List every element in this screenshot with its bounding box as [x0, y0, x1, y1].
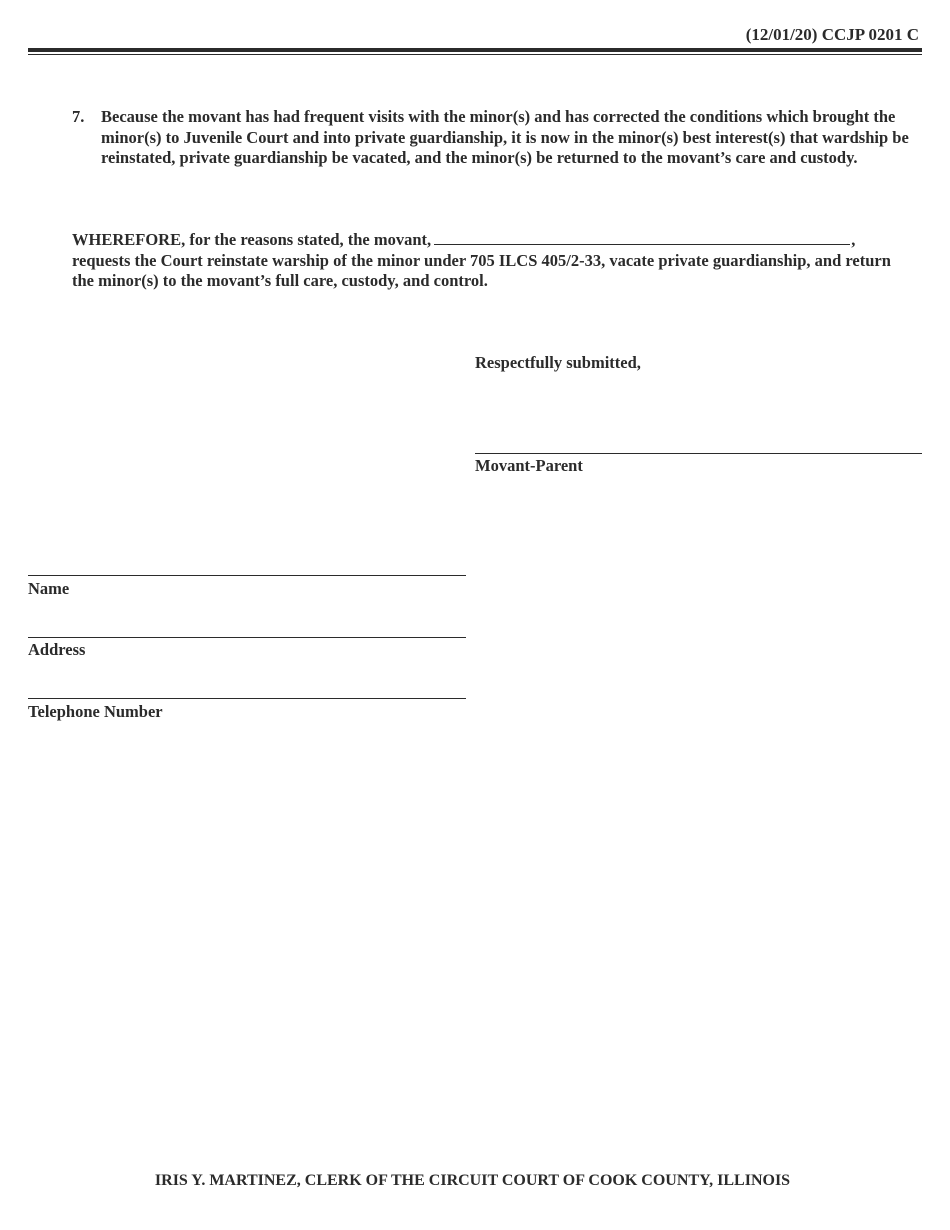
header-rule-thick	[28, 48, 922, 52]
paragraph-7	[72, 107, 922, 169]
address-line[interactable]	[28, 637, 466, 638]
form-id: (12/01/20) CCJP 0201 C	[745, 25, 919, 44]
wherefore-comma: ,	[851, 230, 856, 249]
telephone-label: Telephone Number	[28, 702, 163, 721]
signature-label: Movant-Parent	[475, 456, 583, 475]
paragraph-text: Because the movant has had frequent visits with the minor(s) and has corrected the conditions which brought the minor(s) to Juvenile Court and into private guardianship, it is now in the minor(s) best interest(s) that wardship be reinstated, private guardianship be vacated, and the minor(s) be returned to the movant’s care and custody.	[101, 107, 909, 167]
telephone-line[interactable]	[28, 698, 466, 699]
clerk-footer: IRIS Y. MARTINEZ, CLERK OF THE CIRCUIT COURT OF COOK COUNTY, ILLINOIS	[154, 1172, 791, 1189]
name-label: Name	[28, 579, 70, 598]
respectfully-submitted: Respectfully submitted,	[475, 353, 641, 372]
address-label: Address	[28, 640, 86, 659]
signature-line[interactable]	[475, 453, 922, 454]
paragraph-number: 7.	[72, 107, 85, 126]
wherefore-clause	[72, 230, 912, 292]
movant-name-blank[interactable]	[434, 232, 850, 245]
wherefore-lead: WHEREFORE, for the reasons stated, the movant,	[72, 230, 432, 249]
name-line[interactable]	[28, 575, 466, 576]
header-rule-thin	[28, 54, 922, 55]
wherefore-rest: requests the Court reinstate warship of the minor under 705 ILCS 405/2-33, vacate private guardianship, and return the minor(s) to the movant’s full care, custody, and control.	[72, 250, 891, 290]
